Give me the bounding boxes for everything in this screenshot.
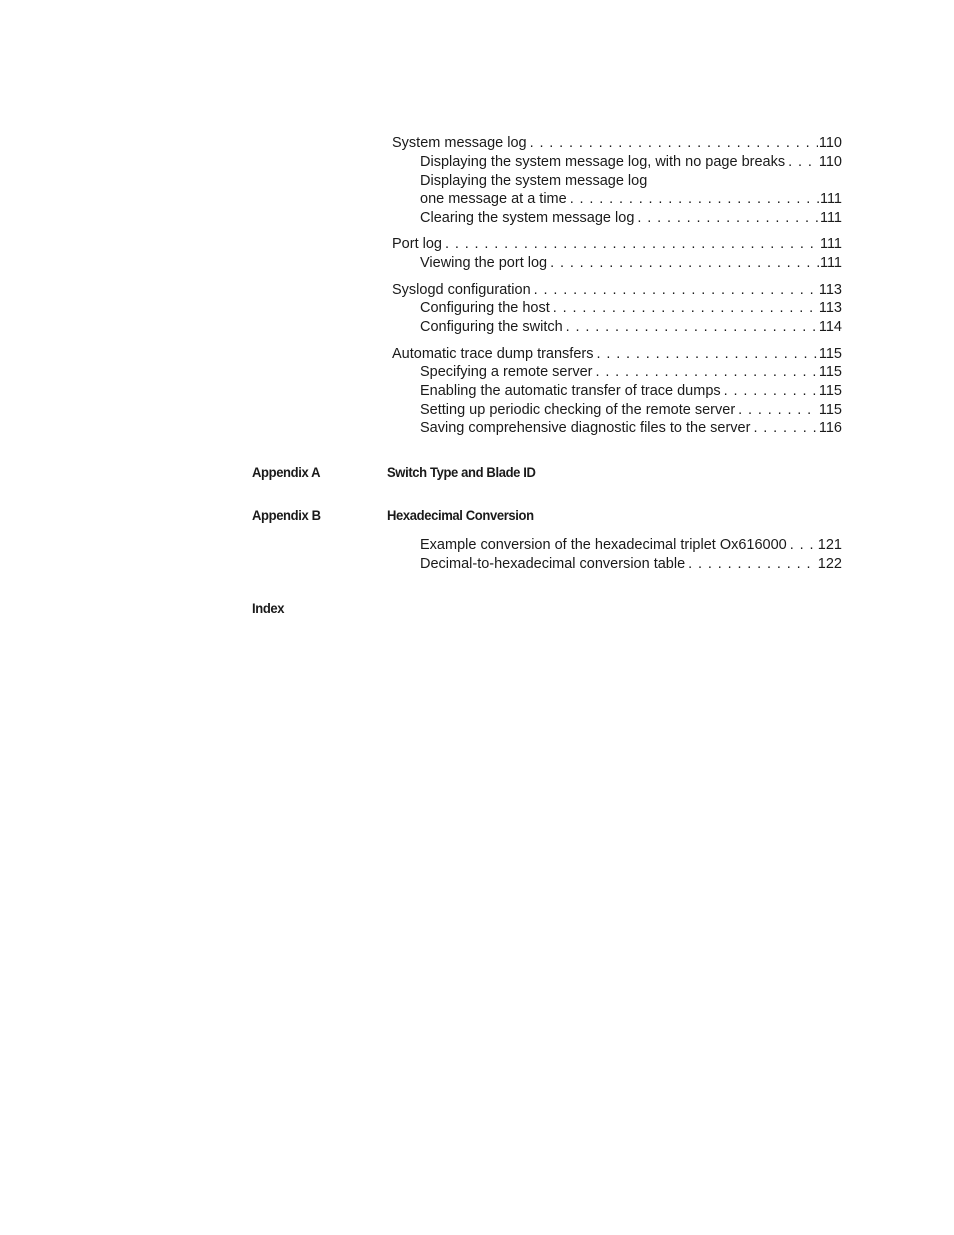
dot-leader [534, 281, 818, 300]
toc-entry-page: 111 [819, 255, 842, 271]
dot-leader [790, 536, 817, 555]
appendix-b-label: Appendix B [252, 507, 321, 523]
index-label[interactable]: Index [252, 600, 285, 616]
toc-entry-page: 111 [819, 210, 842, 226]
dot-leader [788, 153, 818, 172]
toc-entry-page: 111 [819, 191, 842, 207]
toc-entry-port-log[interactable] [392, 235, 842, 254]
toc-entry-title: Saving comprehensive diagnostic files to the server [420, 420, 751, 436]
dot-leader [553, 299, 818, 318]
toc-entry-title: Viewing the port log [420, 255, 548, 271]
toc-entry-title: one message at a time [420, 191, 567, 207]
toc-entry-saving-diag[interactable] [420, 419, 842, 438]
toc-entry-display-one-at-time[interactable] [420, 190, 842, 209]
dot-leader [753, 419, 817, 438]
toc-entry-title: Syslogd configuration [392, 282, 531, 298]
toc-entry-viewing-port-log[interactable] [420, 254, 842, 273]
toc-entry-page: 114 [818, 319, 842, 335]
toc-entry-title: Enabling the automatic transfer of trace dumps [420, 383, 721, 399]
toc-entry-periodic-check[interactable] [420, 401, 842, 420]
toc-entry-remote-server[interactable] [420, 363, 842, 382]
toc-entry-title: Example conversion of the hexadecimal triplet Ox616000 [420, 537, 787, 553]
toc-entry-config-host[interactable] [420, 299, 842, 318]
toc-entry-enable-transfer[interactable] [420, 382, 842, 401]
dot-leader [595, 363, 817, 382]
toc-entry-page: 115 [818, 346, 842, 362]
toc-entry-page: 113 [818, 282, 842, 298]
toc-entry-title: Automatic trace dump transfers [392, 346, 594, 362]
toc-entry-config-switch[interactable] [420, 318, 842, 337]
toc-entry-page: 121 [817, 537, 842, 553]
appendix-a-title[interactable]: Switch Type and Blade ID [387, 464, 536, 480]
toc-entry-page: 110 [818, 154, 842, 170]
toc-entry-title: Port log [392, 236, 442, 252]
appendix-a-label: Appendix A [252, 464, 321, 480]
dot-leader [570, 190, 819, 209]
dot-leader [566, 318, 818, 337]
toc-entry-page: 111 [819, 236, 842, 252]
dot-leader [688, 555, 817, 574]
toc-entry-title: System message log [392, 135, 527, 151]
appendix-b-title[interactable]: Hexadecimal Conversion [387, 507, 534, 523]
toc-entry-title: Specifying a remote server [420, 364, 593, 380]
dot-leader [738, 401, 818, 420]
toc-entry-page: 116 [818, 420, 842, 436]
toc-entry-display-no-breaks[interactable] [420, 153, 842, 172]
dot-leader [596, 345, 817, 364]
toc-entry-page: 115 [818, 383, 842, 399]
toc-entry-title: Configuring the host [420, 300, 550, 316]
toc-entry-page: 122 [817, 556, 842, 572]
dot-leader [724, 382, 818, 401]
toc-entry-conversion-table[interactable] [420, 555, 842, 574]
toc-entry-page: 115 [818, 364, 842, 380]
toc-entry-title: Displaying the system message log, with no page breaks [420, 154, 786, 170]
toc-entry-system-message-log[interactable] [392, 134, 842, 153]
dot-leader [550, 254, 819, 273]
toc-entry-syslogd-config[interactable] [392, 281, 842, 300]
dot-leader [445, 235, 819, 254]
toc-entry-page: 115 [818, 402, 842, 418]
toc-entry-auto-trace[interactable] [392, 345, 842, 364]
toc-entry-title: Configuring the switch [420, 319, 563, 335]
toc-entry-example-conversion[interactable] [420, 536, 842, 555]
toc-entry-title: Setting up periodic checking of the remote server [420, 402, 736, 418]
toc-entry-display-one-at-time-line1[interactable]: Displaying the system message log [420, 173, 648, 189]
dot-leader [530, 134, 818, 153]
toc-entry-page: 113 [818, 300, 842, 316]
toc-entry-clearing-log[interactable] [420, 209, 842, 228]
dot-leader [637, 209, 819, 228]
toc-entry-title: Decimal-to-hexadecimal conversion table [420, 556, 686, 572]
toc-entry-title: Clearing the system message log [420, 210, 635, 226]
toc-entry-page: 110 [818, 135, 842, 151]
